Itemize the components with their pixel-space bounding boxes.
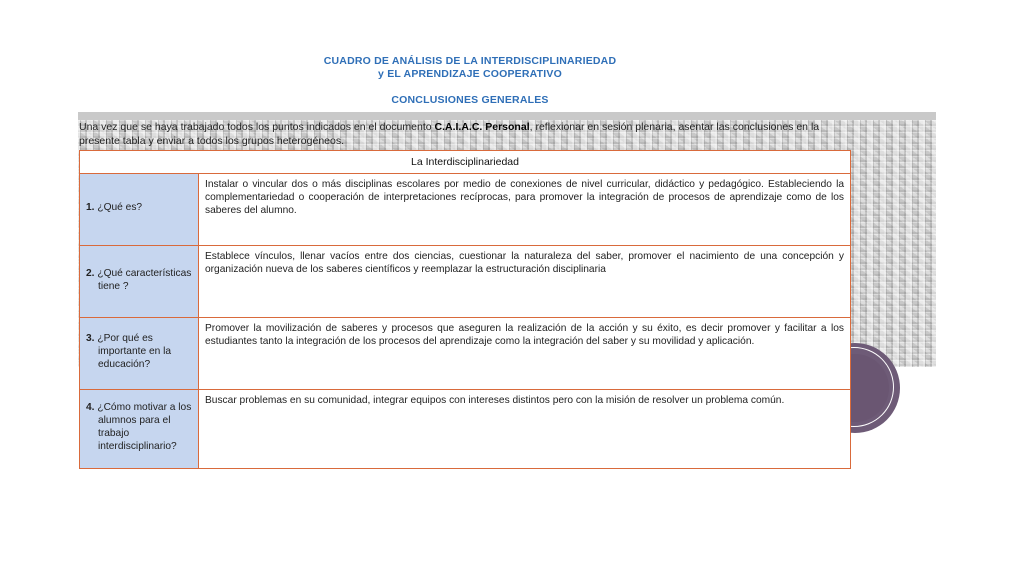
intro-text-2: , reflexionar en sesión plenaria, asentar las conclusiones en la presente tabla y enviar a todos los grupos heterogéneos.	[79, 121, 820, 147]
question-cell	[80, 174, 199, 246]
question-text: ¿Cómo motivar a los alumnos para el trabajo interdisciplinario?	[97, 402, 192, 452]
question-1	[86, 201, 194, 214]
question-text: ¿Por qué es importante en la educación?	[97, 333, 172, 370]
question-number: 3.	[86, 333, 95, 344]
question-text: ¿Qué características tiene ?	[97, 267, 192, 292]
question-3	[86, 332, 194, 371]
question-4	[86, 401, 194, 453]
question-cell	[80, 318, 199, 390]
intro-paragraph	[79, 120, 849, 148]
question-2	[86, 267, 194, 293]
question-number: 4.	[86, 402, 95, 413]
intro-text-1: Una vez que se haya trabajado todos los puntos indicados en el documento	[79, 121, 435, 133]
question-cell	[80, 390, 199, 469]
analysis-table	[79, 150, 851, 469]
table-row	[80, 390, 851, 469]
question-number: 2.	[86, 267, 95, 279]
answer-1: Instalar o vincular dos o más disciplinas escolares por medio de conexiones de nivel curricular, didáctico y pedagógico. Estableciendo la complementariedad o cooperación de interpretaciones recíprocas, para promover la integración de procesos de aprendizaje como de los saberes del alumno.	[199, 174, 851, 246]
table-row	[80, 174, 851, 246]
table-row	[80, 318, 851, 390]
table-heading: La Interdisciplinariedad	[80, 151, 851, 174]
document-title-line2: y EL APRENDIZAJE COOPERATIVO	[378, 68, 562, 80]
answer-2: Establece vínculos, llenar vacíos entre dos ciencias, cuestionar la naturaleza del saber, promover el nacimiento de una concepción y organización nueva de los saberes científicos y reemplazar la estructuración disciplinaria	[199, 246, 851, 318]
answer-4: Buscar problemas en su comunidad, integrar equipos con intereses distintos pero con la misión de resolver un problema común.	[199, 390, 851, 469]
section-title: CONCLUSIONES GENERALES	[391, 94, 549, 106]
texture-top-edge	[78, 112, 936, 120]
answer-3: Promover la movilización de saberes y procesos que aseguren la realización de la acción y su éxito, es decir promover y facilitar a los estudiantes tanto la integración de los procesos del aprendizaje como la integración del saber y su movilidad y aplicación.	[199, 318, 851, 390]
question-text: ¿Qué es?	[97, 202, 143, 213]
question-number: 1.	[86, 202, 95, 213]
question-cell	[80, 246, 199, 318]
intro-document-name: C.A.I.A.C. Personal	[434, 121, 530, 133]
table-row	[80, 246, 851, 318]
document-title-line1: CUADRO DE ANÁLISIS DE LA INTERDISCIPLINARIEDAD	[323, 55, 617, 67]
